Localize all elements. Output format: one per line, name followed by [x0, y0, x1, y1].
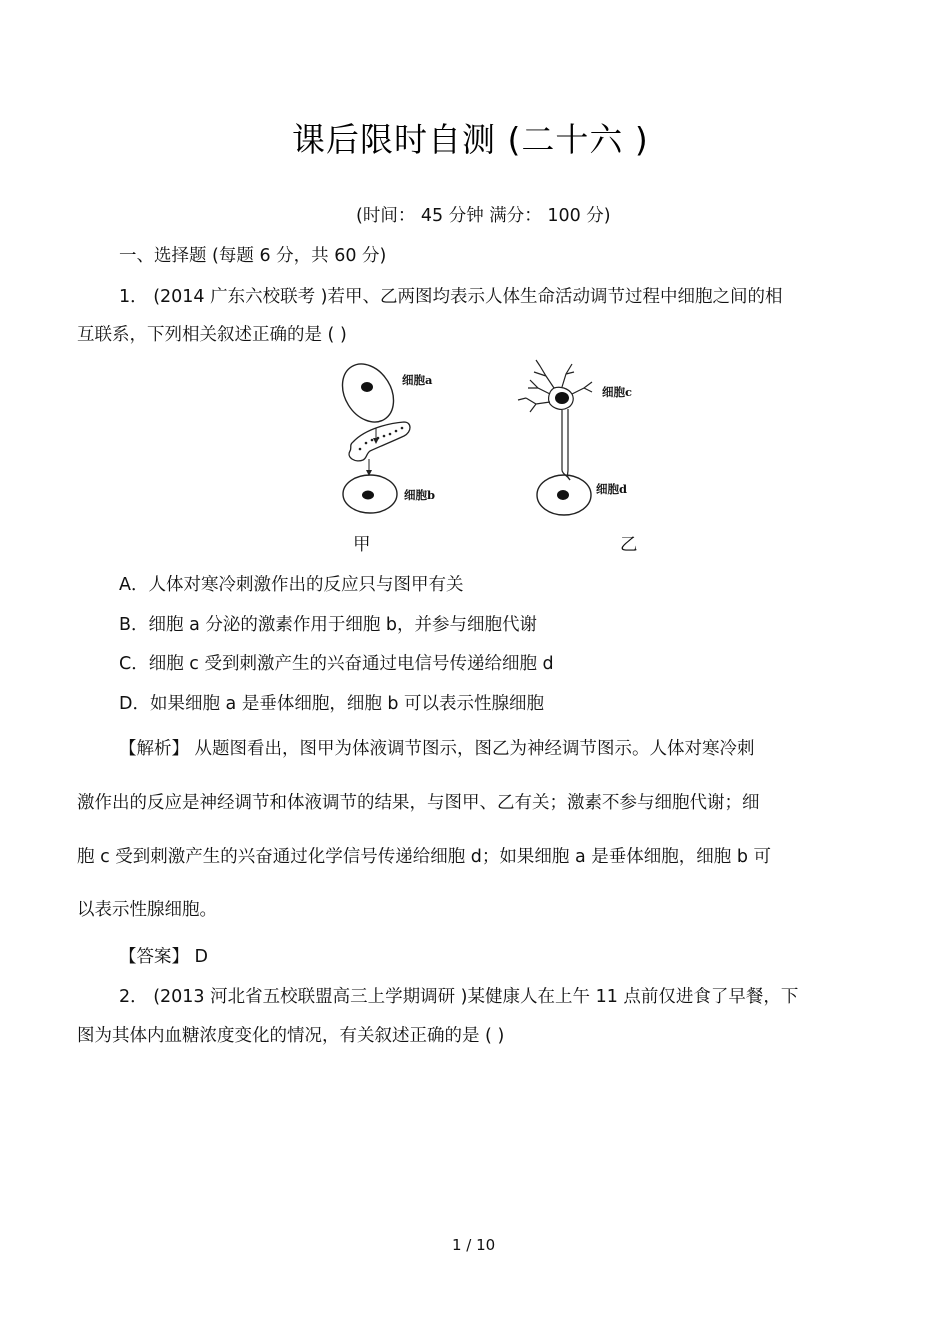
cell-a-shape: [336, 358, 404, 431]
neuron-c-shape: [518, 360, 592, 480]
option-c: C．细胞 c 受到刺激产生的兴奋通过电信号传递给细胞 d: [119, 654, 554, 674]
answer: 【答案】 D: [119, 947, 209, 967]
cell-d-label: 细胞d: [596, 482, 628, 496]
page-title: 课后限时自测 (二十六 ): [292, 120, 649, 159]
section-heading: 一、选择题 (每题 6 分，共 60 分): [119, 246, 387, 266]
option-a: A．人体对寒冷刺激作出的反应只与图甲有关: [119, 575, 464, 595]
option-b: B．细胞 a 分泌的激素作用于细胞 b，并参与细胞代谢: [119, 615, 538, 635]
q1-figure: [336, 358, 652, 518]
cell-d-nucleus: [557, 490, 569, 500]
cell-a-nucleus: [361, 382, 373, 392]
figure-caption-yi: 乙: [620, 535, 638, 555]
analysis-line-1: 【解析】 从题图看出，图甲为体液调节图示，图乙为神经调节图示。人体对寒冷刺: [119, 739, 755, 759]
analysis-line-4: 以表示性腺细胞。: [77, 900, 217, 920]
q2-stem-line2: 图为其体内血糖浓度变化的情况，有关叙述正确的是 ( ): [77, 1026, 505, 1046]
cell-c-label: 细胞c: [602, 385, 633, 399]
cell-a-label: 细胞a: [402, 373, 433, 387]
analysis-line-3: 胞 c 受到刺激产生的兴奋通过化学信号传递给细胞 d；如果细胞 a 是垂体细胞，细胞 b 可: [77, 847, 771, 867]
figure-caption-jia: 甲: [353, 535, 371, 555]
cell-diagram: [336, 358, 652, 518]
q2-stem-line1: 2． (2013 河北省五校联盟高三上学期调研 )某健康人在上午 11 点前仅进食了早餐，下: [119, 987, 799, 1007]
option-d: D．如果细胞 a 是垂体细胞，细胞 b 可以表示性腺细胞: [119, 694, 545, 714]
cell-b-label: 细胞b: [404, 488, 436, 502]
page-number: 1 / 10: [452, 1236, 496, 1254]
cell-b-nucleus: [362, 491, 374, 500]
q1-stem-line2: 互联系，下列相关叙述正确的是 ( ): [77, 325, 347, 345]
q1-stem-line1: 1． (2014 广东六校联考 )若甲、乙两图均表示人体生命活动调节过程中细胞之间的相: [119, 287, 783, 307]
cell-c-nucleus: [555, 392, 569, 404]
time-info: (时间： 45 分钟 满分： 100 分): [356, 206, 611, 226]
analysis-line-2: 激作出的反应是神经调节和体液调节的结果，与图甲、乙有关；激素不参与细胞代谢；细: [77, 793, 760, 813]
